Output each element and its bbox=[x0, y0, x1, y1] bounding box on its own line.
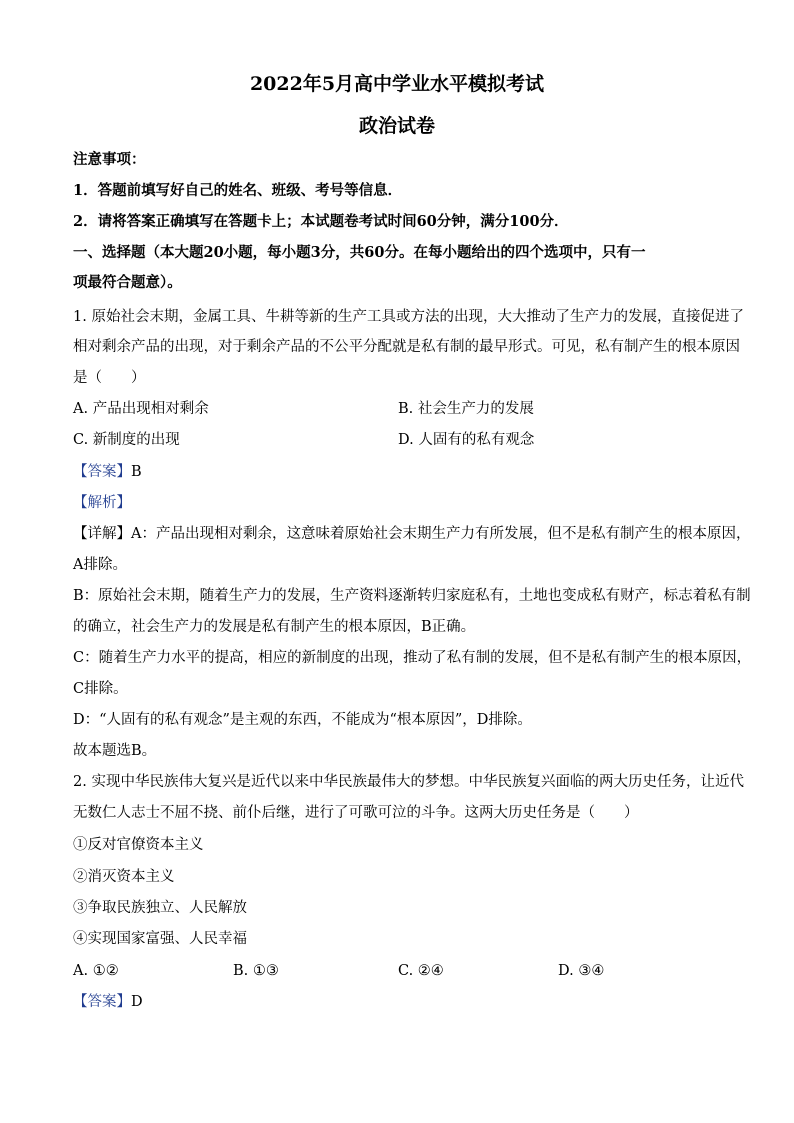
q1-explanation-line: 故本题选B。 bbox=[73, 743, 157, 759]
q1-answer bbox=[73, 462, 723, 482]
q2-option-b: B. ①③ bbox=[233, 963, 279, 979]
exam-title: 2022年5月高中学业水平模拟考试 bbox=[249, 73, 545, 95]
q1-analysis-label: 【解析】 bbox=[73, 495, 131, 511]
answer-label: 【答案】 bbox=[73, 464, 131, 480]
answer-value: D bbox=[131, 994, 143, 1010]
exam-subtitle: 政治试卷 bbox=[358, 115, 435, 137]
q1-explanation-line: B：原始社会末期，随着生产力的发展，生产资料逐渐转归家庭私有，土地也变成私有财产，标志着私有制 bbox=[73, 588, 751, 604]
q2-item: ①反对官僚资本主义 bbox=[73, 837, 204, 853]
notes-heading: 注意事项： bbox=[73, 151, 146, 168]
q2-stem-line: 无数仁人志士不屈不挠、前仆后继，进行了可歌可泣的斗争。这两大历史任务是（ ） bbox=[73, 805, 639, 821]
q2-answer bbox=[73, 992, 723, 1012]
notes-item: 1．答题前填写好自己的姓名、班级、考号等信息． bbox=[73, 182, 403, 199]
q2-item: ③争取民族独立、人民解放 bbox=[73, 900, 247, 916]
q2-option-a: A. ①② bbox=[73, 963, 119, 979]
section-heading: 一、选择题（本大题20小题，每小题3分，共60分。在每小题给出的四个选项中，只有一 bbox=[73, 244, 646, 261]
q1-explanation-line: C：随着生产力水平的提高，相应的新制度的出现，推动了私有制的发展，但不是私有制产生的根本原因， bbox=[73, 650, 752, 666]
q1-explanation-line: C排除。 bbox=[73, 681, 128, 697]
q1-stem-line: 是（ ） bbox=[73, 370, 146, 386]
q1-explanation-line: 的确立，社会生产力的发展是私有制产生的根本原因，B正确。 bbox=[73, 619, 476, 635]
detail-label: 【详解】 bbox=[73, 526, 131, 542]
q2-item: ④实现国家富强、人民幸福 bbox=[73, 931, 247, 947]
q2-item: ②消灭资本主义 bbox=[73, 869, 175, 885]
q1-stem-line: 相对剩余产品的出现，对于剩余产品的不公平分配就是私有制的最早形式。可见，私有制产生的根本原因 bbox=[73, 339, 740, 355]
q2-option-c: C. ②④ bbox=[398, 963, 444, 979]
q2-option-d: D. ③④ bbox=[558, 963, 605, 979]
notes-item: 2．请将答案正确填写在答题卡上；本试题卷考试时间60分钟，满分100分． bbox=[73, 213, 569, 230]
q1-explanation-line: A排除。 bbox=[73, 557, 127, 573]
q1-stem-line: 1. 原始社会末期，金属工具、牛耕等新的生产工具或方法的出现，大大推动了生产力的发展，直接促进了 bbox=[73, 309, 744, 325]
answer-label: 【答案】 bbox=[73, 994, 131, 1010]
section-heading-cont: 项最符合题意）。 bbox=[73, 274, 182, 291]
q1-option-b: B. 社会生产力的发展 bbox=[398, 401, 534, 417]
q1-option-a: A. 产品出现相对剩余 bbox=[73, 401, 209, 417]
q1-option-d: D. 人固有的私有观念 bbox=[398, 432, 535, 448]
q2-stem-line: 2. 实现中华民族伟大复兴是近代以来中华民族最伟大的梦想。中华民族复兴面临的两大历史任务，让近代 bbox=[73, 774, 744, 790]
explanation-text: A：产品出现相对剩余，这意味着原始社会末期生产力有所发展，但不是私有制产生的根本原因， bbox=[131, 526, 751, 542]
q1-option-c: C. 新制度的出现 bbox=[73, 432, 180, 448]
answer-value: B bbox=[131, 464, 142, 480]
q1-explanation-line bbox=[73, 524, 751, 544]
q1-explanation-line: D：“人固有的私有观念”是主观的东西，不能成为“根本原因”，D排除。 bbox=[73, 712, 532, 728]
